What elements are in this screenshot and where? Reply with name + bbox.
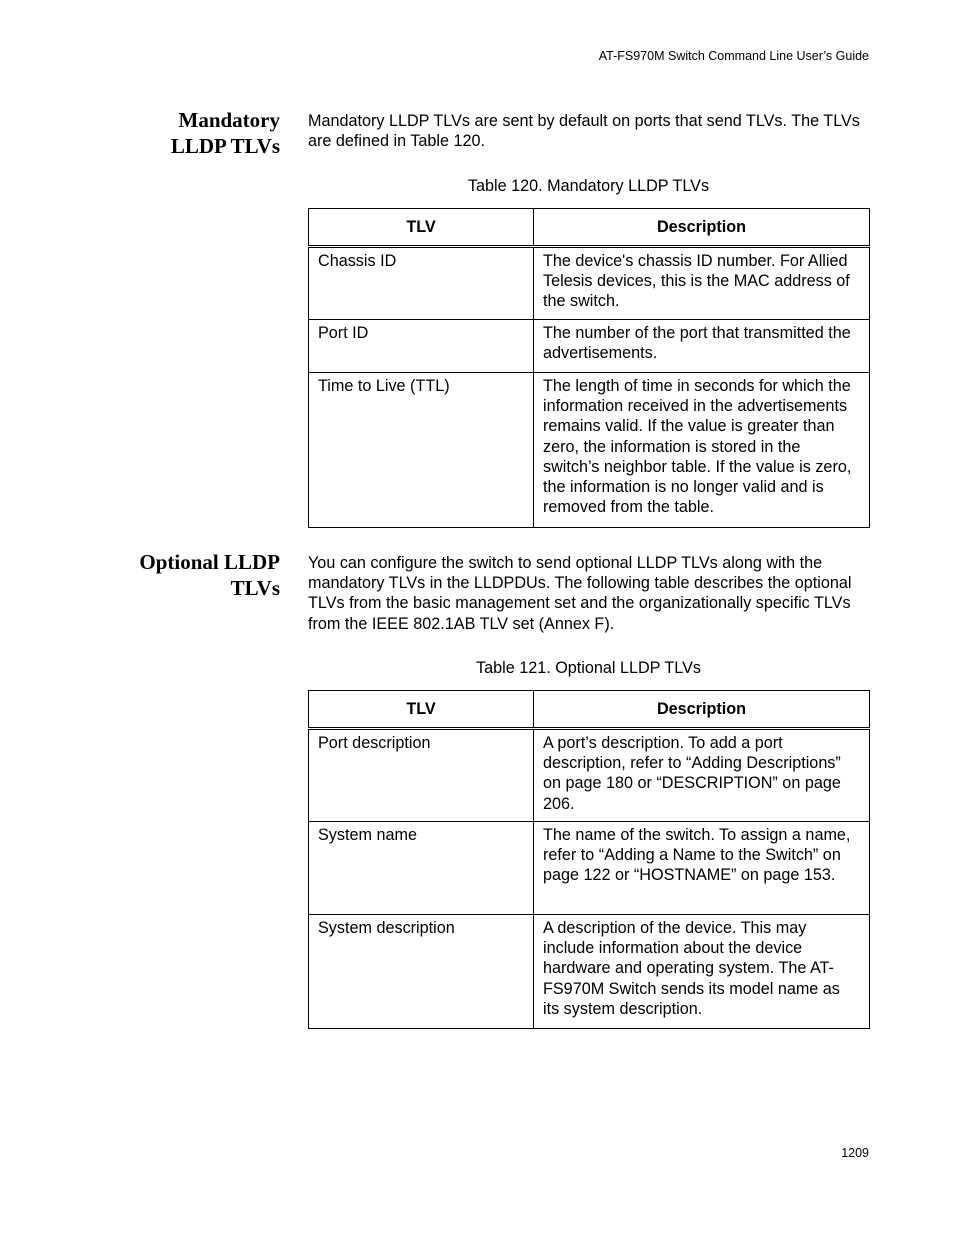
table-row [309, 729, 870, 822]
heading-line: LLDP TLVs [170, 134, 280, 158]
section-heading-mandatory [80, 107, 280, 159]
table-row [309, 373, 870, 528]
optional-intro: You can configure the switch to send optional LLDP TLVs along with the mandatory TLVs in the LLDPDUs. The following table describes the optional TLVs from the basic management set and the organizationally specific TLVs from the IEEE 802.1AB TLV set (Annex F). [308, 554, 852, 633]
heading-line: Mandatory [178, 108, 280, 132]
column-header-description: Description [534, 209, 870, 247]
section-heading-optional [80, 549, 280, 601]
table-header-row [309, 691, 870, 729]
description-cell: The name of the switch. To assign a name, refer to “Adding a Name to the Switch” on page 122 or “HOSTNAME” on page 153. [534, 822, 870, 915]
column-header-description: Description [534, 691, 870, 729]
description-cell: The length of time in seconds for which the information received in the advertisements remains valid. If the value is greater than zero, the information is stored in the switch’s neighbor table. If the value is zero, the information is no longer valid and is removed from the table. [534, 373, 870, 528]
description-cell: The number of the port that transmitted the advertisements. [534, 320, 870, 373]
heading-line: TLVs [230, 576, 280, 600]
tlv-cell: System name [309, 822, 534, 915]
description-cell: A port’s description. To add a port description, refer to “Adding Descriptions” on page 180 or “DESCRIPTION” on page 206. [534, 729, 870, 822]
column-header-tlv: TLV [309, 209, 534, 247]
tlv-cell: Port ID [309, 320, 534, 373]
table-row [309, 915, 870, 1029]
optional-tlv-table [308, 690, 870, 1029]
tlv-cell: System description [309, 915, 534, 1029]
heading-line: Optional LLDP [139, 550, 280, 574]
mandatory-intro: Mandatory LLDP TLVs are sent by default on ports that send TLVs. The TLVs are defined in Table 120. [308, 112, 860, 151]
running-header: AT-FS970M Switch Command Line User’s Guide [598, 49, 869, 63]
table-row [309, 822, 870, 915]
description-cell: A description of the device. This may include information about the device hardware and operating system. The AT-FS970M Switch sends its model name as its system description. [534, 915, 870, 1029]
column-header-tlv: TLV [309, 691, 534, 729]
table-row [309, 320, 870, 373]
description-cell: The device's chassis ID number. For Allied Telesis devices, this is the MAC address of the switch. [534, 247, 870, 320]
tlv-cell: Port description [309, 729, 534, 822]
table-row [309, 247, 870, 320]
page-number: 1209 [841, 1146, 869, 1160]
table-header-row [309, 209, 870, 247]
tlv-cell: Chassis ID [309, 247, 534, 320]
tlv-cell: Time to Live (TTL) [309, 373, 534, 528]
mandatory-tlv-table [308, 208, 870, 528]
table-caption-121: Table 121. Optional LLDP TLVs [476, 659, 701, 677]
table-caption-120: Table 120. Mandatory LLDP TLVs [467, 177, 710, 195]
